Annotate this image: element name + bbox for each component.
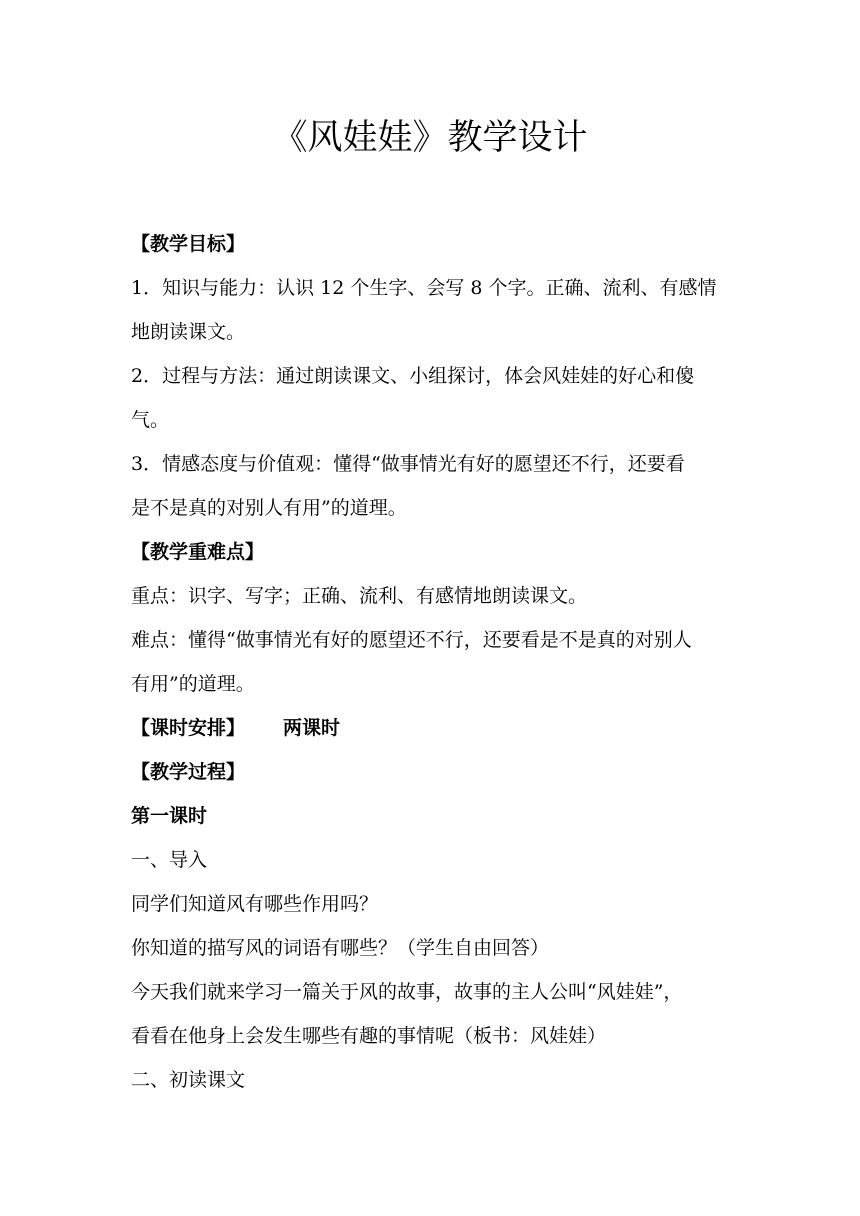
key-points-heading: 【教学重难点】 — [131, 541, 265, 563]
objective-2-line-2: 气。 — [131, 409, 170, 431]
schedule-row — [131, 706, 731, 750]
question-2: 你知道的描写风的词语有哪些？（学生自由回答） — [131, 937, 550, 959]
document-title: 《风娃娃》教学设计 — [272, 118, 588, 158]
objective-3-line-2: 是不是真的对别人有用”的道理。 — [131, 497, 407, 519]
objectives-heading: 【教学目标】 — [131, 233, 246, 255]
document-body — [131, 222, 731, 1102]
process-heading: 【教学过程】 — [131, 761, 246, 783]
question-1: 同学们知道风有哪些作用吗？ — [131, 893, 379, 915]
difficulty-line-2: 有用”的道理。 — [131, 673, 255, 695]
objective-3-line-1: 3．情感态度与价值观：懂得“做事情光有好的愿望还不行，还要看 — [131, 453, 685, 475]
schedule-heading: 【课时安排】 — [131, 717, 246, 739]
key-point-line: 重点：识字、写字；正确、流利、有感情地朗读课文。 — [131, 585, 588, 607]
schedule-value: 两课时 — [283, 717, 341, 739]
lesson-one-heading: 第一课时 — [131, 805, 208, 827]
intro-line-1: 今天我们就来学习一篇关于风的故事，故事的主人公叫“风娃娃”， — [131, 981, 683, 1003]
objective-1-line-2: 地朗读课文。 — [131, 321, 246, 343]
intro-line-2: 看看在他身上会发生哪些有趣的事情呢（板书：风娃娃） — [131, 1025, 607, 1047]
part-two-heading: 二、初读课文 — [131, 1069, 246, 1091]
objective-1-line-1: 1．知识与能力：认识 12 个生字、会写 8 个字。正确、流利、有感情 — [131, 277, 717, 299]
objective-2-line-1: 2．过程与方法：通过朗读课文、小组探讨，体会风娃娃的好心和傻 — [131, 365, 695, 387]
difficulty-line-1: 难点：懂得“做事情光有好的愿望还不行，还要看是不是真的对别人 — [131, 629, 692, 651]
part-one-heading: 一、导入 — [131, 849, 208, 871]
